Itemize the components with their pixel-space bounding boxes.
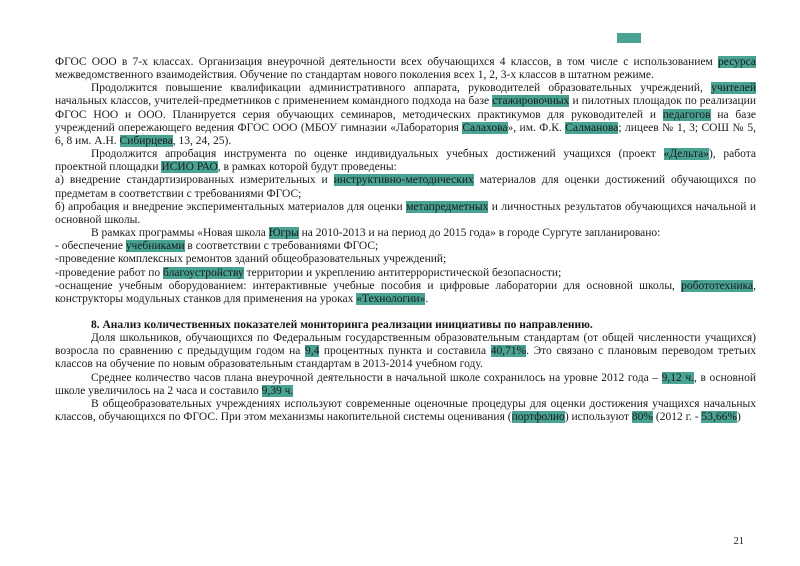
text-run: Доля школьников, обучающихся по Федеральным государственным образовательным стандартам (от общей численности учащихся) возросла по сравнению с предыдущим годом на — [55, 332, 756, 358]
section-heading — [55, 319, 756, 332]
text-run: межведомственного взаимодействия. Обучение по стандартам нового поколения всех 1, 2, 3-х классов в штатном режиме. — [55, 69, 654, 82]
highlighted-text: 53,66% — [701, 411, 737, 424]
text-run: и личностных результатов обучающихся начальной и основной школы. — [55, 200, 757, 226]
highlighted-text: ИСИО РАО — [161, 161, 218, 174]
text-run: ), работа проектной площадки — [55, 148, 757, 174]
text-run: (2012 г. - — [653, 411, 702, 424]
text-run: В общеобразовательных учреждениях используют современные оценочные процедуры для оценки достижения учащихся начальных классов, обучающихся по ФГОС. При этом механизмы накопительной системы оценивания ( — [55, 397, 756, 424]
text-run: ) используют — [564, 411, 632, 424]
text-run: на базе учреждений опережающего ведения ФГОС ООО (МБОУ гимназии «Лаборатория — [55, 108, 756, 134]
text-run: на 2010-2013 и на период до 2015 года» в городе Сургуте запланировано: — [298, 227, 661, 240]
text-run: Среднее количество часов плана внеурочной деятельности в начальной школе сохранилось на уровне 2012 года – — [91, 371, 662, 384]
paragraph — [55, 253, 756, 266]
text-run: . Это связано с плановым переводом третьих классов на обучение по новым образовательным стандартам в 2013-2014 учебном году. — [55, 345, 756, 371]
highlighted-text: портфолио — [511, 411, 565, 424]
paragraph — [55, 201, 756, 227]
highlighted-text: 9,4 — [304, 345, 320, 358]
text-run: , в основной школе увеличилось на 2 часа и составило — [55, 371, 756, 397]
highlighted-text: 9,12 ч. — [661, 371, 694, 384]
highlighted-text: ресурса — [718, 56, 756, 68]
text-run: ; лицеев № 1, 3; СОШ № 5, 6, 8 им. А.Н. — [55, 121, 757, 147]
page-number: 21 — [733, 536, 744, 547]
paragraph — [55, 372, 756, 398]
text-run: Продолжится апробация инструмента по оценке индивидуальных учебных достижений учащихся (проект — [91, 148, 664, 161]
text-run: -проведение комплексных ремонтов зданий общеобразовательных учреждений; — [55, 253, 447, 266]
highlighted-text: Салахова — [462, 121, 508, 134]
text-run: . — [425, 292, 429, 305]
paragraph — [55, 227, 756, 240]
highlighted-text: учебниками — [125, 240, 185, 253]
paragraph — [55, 174, 756, 200]
paragraph — [55, 398, 756, 424]
text-run: В рамках программы «Новая школа — [91, 227, 269, 240]
paragraph — [55, 332, 756, 371]
highlighted-text: «Дельта» — [663, 148, 709, 161]
highlighted-text: 80% — [631, 411, 653, 424]
text-run: , конструкторы модульных станков для применения на уроках — [55, 279, 756, 305]
text-run: б) апробация и внедрение экспериментальных материалов для оценки — [55, 200, 407, 213]
text-run: материалов для оценки достижений обучающихся по предметам в соответствии с требованиями ФГОС; — [55, 174, 756, 200]
text-run: ФГОС ООО в 7-х классах. Организация внеурочной деятельности всех обучающихся 4 классов, в том числе с использованием — [55, 56, 719, 68]
paragraph — [55, 240, 756, 253]
paragraph-spacer — [55, 306, 756, 319]
highlighted-text: учителей — [711, 82, 756, 95]
highlighted-text: робототехника — [681, 279, 754, 292]
text-run: ) — [736, 411, 741, 424]
highlighted-text: благоустройству — [163, 266, 244, 279]
text-run: -проведение работ по — [55, 266, 164, 279]
paragraph — [55, 82, 756, 148]
text-run: - обеспечение — [55, 240, 126, 253]
highlighted-text: Сибирцева — [119, 134, 173, 147]
text-run: , в рамках которой будут проведены: — [217, 161, 397, 174]
text-run: », им. Ф.К. — [507, 121, 566, 134]
highlighted-text: «Технологии» — [356, 292, 426, 305]
highlighted-text: метапредметных — [406, 200, 489, 213]
highlight-mark — [617, 33, 641, 43]
highlighted-text: Салманова — [565, 121, 619, 134]
text-run: , 13, 24, 25). — [172, 134, 232, 147]
paragraph — [55, 56, 756, 82]
highlighted-text: стажировочных — [492, 95, 570, 108]
highlighted-text: 40,71% — [490, 345, 527, 358]
paragraph — [55, 148, 756, 174]
text-run: в соответствии с требованиями ФГОС; — [184, 240, 379, 253]
text-run: а) внедрение стандартизированных измерительных и — [55, 174, 334, 187]
highlighted-text: инструктивно-методических — [333, 174, 474, 187]
page-content — [55, 56, 756, 424]
text-run: начальных классов, учителей-предметников с применением командного подхода на базе — [55, 95, 493, 108]
paragraph — [55, 280, 756, 306]
highlighted-text: педагогов — [662, 108, 711, 121]
text-run: -оснащение учебным оборудованием: интерактивные учебные пособия и цифровые лаборатории для основной школы, — [55, 279, 682, 292]
text-run: территории и укреплению антитеррористической безопасности; — [243, 266, 562, 279]
text-run: и пилотных площадок по реализации ФГОС НОО и ООО. Планируется серия обучающих семинаров, методических практикумов для руководителей и — [55, 95, 756, 121]
text-run: Продолжится повышение квалификации административного аппарата, руководителей образовательных учреждений, — [91, 82, 712, 95]
highlighted-text: Югры — [268, 227, 299, 240]
text-run: процентных пункта и составила — [319, 345, 491, 358]
text-run: 8. Анализ количественных показателей мониторинга реализации инициативы по направлению. — [91, 318, 593, 331]
paragraph — [55, 267, 756, 280]
highlighted-text: 9,39 ч. — [261, 384, 294, 397]
